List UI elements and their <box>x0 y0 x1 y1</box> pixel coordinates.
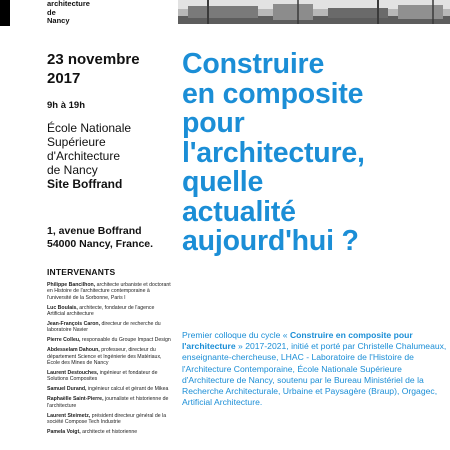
speaker-role: responsable du Groupe Impact Design <box>81 337 171 344</box>
main-title <box>182 50 450 257</box>
speaker-name: Philippe Bancilhon, <box>47 282 96 288</box>
header-photo <box>178 0 450 24</box>
speaker-role: architecte urbaniste et doctorant en Histoire de l'architecture contemporaine à l'université de la Sorbonne, Paris I <box>47 282 171 301</box>
event-hours: 9h à 19h <box>47 100 86 111</box>
speaker-name: Laurent Destouches, <box>47 369 99 376</box>
venue-line-1: École Nationale <box>47 121 132 135</box>
description-rest: » 2017-2021, initié et porté par Christelle Chalumeaux, enseignante-chercheuse, LHAC - Laboratoire de l'Histoire de l'Architecture Contemporaine, École Nationale Supérieure d'Architecture de Nancy, soutenu par le Bureau Ministériel de la Recherche Architecturale, Urbaine et Paysagère (Braup), Orgagec, Artificial Architecture. <box>182 341 447 408</box>
title-line-1: Construire <box>182 48 325 80</box>
school-name-line-3: Nancy <box>47 16 70 25</box>
event-address <box>47 225 153 251</box>
venue-line-4: de Nancy <box>47 163 98 177</box>
speaker-item <box>47 413 172 426</box>
school-name <box>47 0 90 26</box>
speaker-item <box>47 337 172 343</box>
speaker-role: ingénieur calcul et gérant de Mikea <box>87 386 169 393</box>
description-intro: Premier colloque du cycle « <box>182 330 290 340</box>
title-line-3: pour <box>182 107 245 139</box>
speaker-role: architecte, fondateur de l'agence Artificial architecture <box>47 304 155 318</box>
event-venue <box>47 121 131 191</box>
speaker-role: directeur de recherche du laboratoire Navier <box>47 321 161 334</box>
title-line-7: aujourd'hui ? <box>182 225 359 257</box>
speaker-name: Luc Boulais, <box>47 304 78 311</box>
speaker-role: ingénieur et fondateur de Solutions Composites <box>47 369 158 383</box>
speaker-item <box>47 321 172 334</box>
speaker-name: Abdesselam Dahoun, <box>47 347 100 354</box>
building-photo-icon <box>178 0 450 24</box>
speaker-name: Pierre Colleu, <box>47 337 81 344</box>
speaker-item <box>47 429 172 435</box>
speaker-role: président directeur général de la société Compose Tech Industrie <box>47 412 167 425</box>
speaker-role: professeur, directeur du département Science et Ingénierie des Matériaux, École des Mines de Nancy <box>47 347 162 367</box>
speaker-item <box>47 282 172 301</box>
school-name-line-2: de <box>47 7 56 17</box>
title-line-2: en composite <box>182 77 364 110</box>
event-date <box>47 50 140 88</box>
speaker-name: Jean-François Caron, <box>47 321 101 328</box>
venue-line-3: d'Architecture <box>47 149 120 163</box>
speaker-name: Laurent Steimetz, <box>47 412 91 419</box>
speaker-name: Pamela Voigt, <box>47 428 81 435</box>
speaker-item <box>47 396 172 409</box>
speaker-item <box>47 347 172 366</box>
title-line-4: l'architecture, <box>182 136 365 169</box>
event-date-year: 2017 <box>47 70 81 87</box>
address-line-2: 54000 Nancy, France. <box>47 238 154 250</box>
speaker-item <box>47 386 172 392</box>
event-date-day: 23 novembre <box>47 51 140 68</box>
speaker-item <box>47 305 172 318</box>
speakers-heading: INTERVENANTS <box>47 267 116 277</box>
school-name-line-1: architecture <box>47 0 90 8</box>
header-black-block <box>0 0 10 26</box>
title-line-6: actualité <box>182 195 296 228</box>
speaker-role: journaliste et historienne de l'architecture <box>47 396 169 409</box>
event-description <box>182 330 447 408</box>
venue-site: Site Boffrand <box>47 177 123 191</box>
speaker-item <box>47 370 172 383</box>
description-cycle-name: Construire en composite pour l'architecture <box>182 330 413 352</box>
speaker-name: Raphaëlle Saint-Pierre, <box>47 396 104 403</box>
title-line-5: quelle <box>182 166 264 198</box>
speaker-name: Samuel Durand, <box>47 386 87 393</box>
speaker-role: architecte et historienne <box>82 428 138 435</box>
address-line-1: 1, avenue Boffrand <box>47 225 142 237</box>
venue-line-2: Supérieure <box>47 135 106 149</box>
speakers-section <box>47 267 172 439</box>
